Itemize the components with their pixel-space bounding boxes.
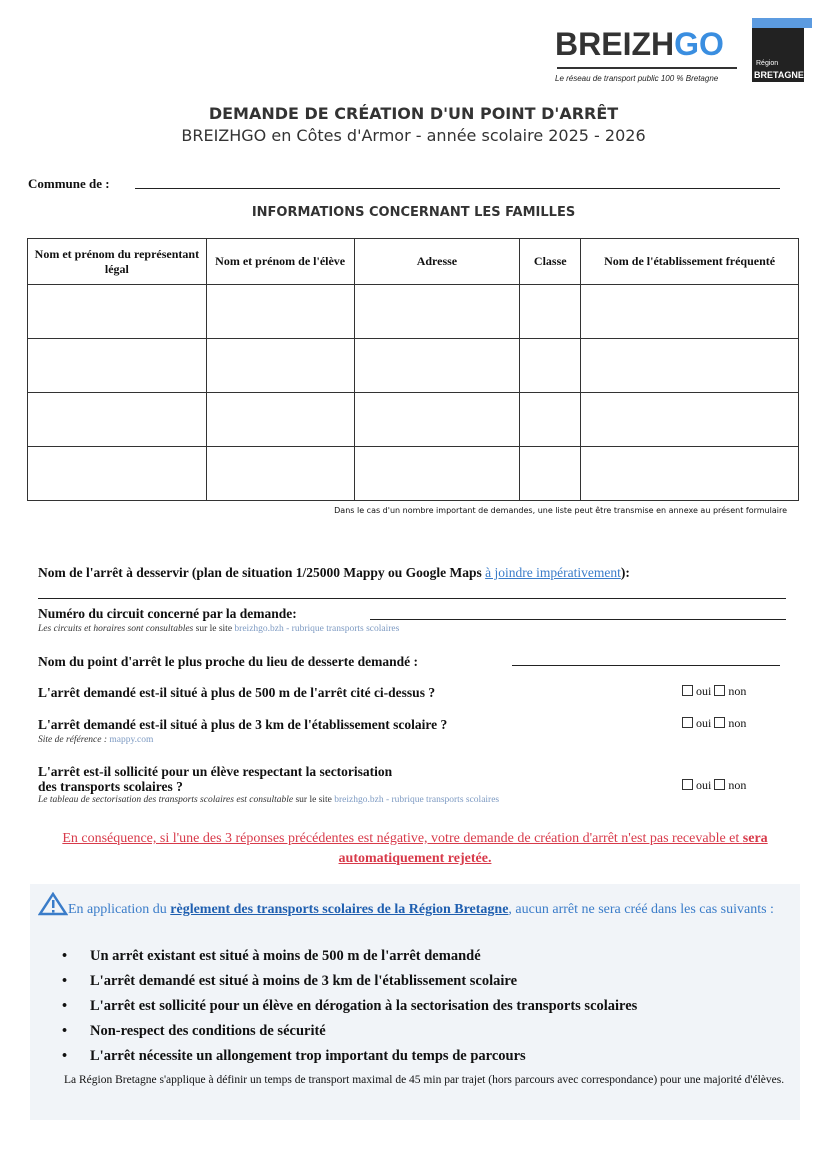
- page-subtitle: BREIZHGO en Côtes d'Armor - année scolaire 2025 - 2026: [181, 126, 646, 145]
- breizhgo-logo: [555, 26, 724, 63]
- question-nearest-stop: Nom du point d'arrêt le plus proche du lieu de desserte demandé :: [38, 654, 419, 669]
- max-travel-time-note: La Région Bretagne s'applique à définir un temps de transport maximal de 45 min par trajet (hors parcours avec correspondance) pour une majorité d'élèves.: [64, 1074, 785, 1086]
- help-text: Site de référence :: [38, 735, 110, 745]
- sectorisation-help: [38, 795, 499, 805]
- list-item: • Un arrêt existant est situé à moins de 500 m de l'arrêt demandé: [62, 948, 481, 964]
- warning-text: En conséquence, si l'une des 3 réponses précédentes est négative, votre demande de création d'arrêt n'est pas recevable et: [62, 831, 743, 846]
- help-text: Les circuits et horaires sont consultables: [38, 624, 194, 634]
- region-bretagne-logo: [752, 22, 804, 82]
- help-text: sur le site: [193, 624, 235, 634]
- question-text: des transports scolaires ?: [38, 779, 183, 794]
- table-cell[interactable]: [206, 393, 354, 447]
- logo-tagline: Le réseau de transport public 100 % Bretagne: [555, 74, 719, 83]
- logo-underline: [557, 67, 737, 69]
- yes-no-sectorisation: [682, 778, 746, 793]
- list-item-text: L'arrêt demandé est situé à moins de 3 km de l'établissement scolaire: [90, 973, 518, 989]
- question-stop-name: [38, 565, 630, 581]
- non-label: non: [728, 716, 747, 730]
- table-header-row: [28, 239, 799, 285]
- breizhgo-link[interactable]: breizhgo.bzh - rubrique transports scolaires: [234, 624, 400, 634]
- table-cell[interactable]: [28, 393, 207, 447]
- breizhgo-link[interactable]: breizhgo.bzh - rubrique transports scolaires: [334, 795, 500, 805]
- intro-text-end: , aucun arrêt ne sera créé dans les cas suivants :: [508, 902, 774, 917]
- question-text: L'arrêt est-il sollicité pour un élève respectant la sectorisation: [38, 764, 393, 779]
- region-logo-small: Région: [756, 60, 779, 67]
- table-cell[interactable]: [581, 285, 799, 339]
- regulation-link[interactable]: règlement des transports scolaires de la Région Bretagne: [170, 902, 509, 917]
- list-item-text: Un arrêt existant est situé à moins de 500 m de l'arrêt demandé: [90, 948, 481, 964]
- non-label: non: [728, 684, 747, 698]
- list-item-text: L'arrêt est sollicité pour un élève en dérogation à la sectorisation des transports scolaires: [90, 998, 638, 1014]
- oui-label: oui: [696, 684, 712, 698]
- circuit-help: [38, 624, 399, 634]
- checkbox-non[interactable]: [714, 717, 725, 728]
- col-header: Adresse: [354, 239, 520, 285]
- table-row: [28, 285, 799, 339]
- table-cell[interactable]: [581, 393, 799, 447]
- table-row: [28, 393, 799, 447]
- list-item: • L'arrêt est sollicité pour un élève en dérogation à la sectorisation des transports scolaires: [62, 998, 638, 1014]
- table-note: Dans le cas d'un nombre important de demandes, une liste peut être transmise en annexe au présent formulaire: [334, 506, 787, 515]
- warning-bold: sera automatiquement rejetée.: [338, 831, 768, 866]
- page-title: DEMANDE DE CRÉATION D'UN POINT D'ARRÊT: [208, 104, 619, 123]
- oui-label: oui: [696, 778, 712, 792]
- mappy-link[interactable]: mappy.com: [109, 735, 154, 745]
- question-sectorisation: [38, 764, 392, 794]
- circuit-field[interactable]: [370, 619, 786, 620]
- commune-field[interactable]: [135, 188, 780, 189]
- list-item: • Non-respect des conditions de sécurité: [62, 1023, 326, 1039]
- table-cell[interactable]: [520, 285, 581, 339]
- attach-link[interactable]: à joindre impérativement: [485, 565, 621, 580]
- checkbox-non[interactable]: [714, 685, 725, 696]
- flag-icon: [752, 18, 812, 28]
- col-header: Classe: [520, 239, 581, 285]
- table-cell[interactable]: [28, 447, 207, 501]
- reference-site: [38, 735, 153, 745]
- question-text-end: ):: [620, 565, 630, 580]
- families-table: [27, 238, 799, 501]
- question-circuit: Numéro du circuit concerné par la demande:: [38, 606, 297, 621]
- list-item: • L'arrêt nécessite un allongement trop important du temps de parcours: [62, 1048, 526, 1064]
- table-cell[interactable]: [581, 339, 799, 393]
- oui-label: oui: [696, 716, 712, 730]
- checkbox-oui[interactable]: [682, 779, 693, 790]
- table-cell[interactable]: [354, 393, 520, 447]
- list-item-text: L'arrêt nécessite un allongement trop important du temps de parcours: [90, 1048, 526, 1064]
- non-label: non: [728, 778, 747, 792]
- table-row: [28, 339, 799, 393]
- yes-no-500m: [682, 684, 746, 699]
- table-cell[interactable]: [354, 447, 520, 501]
- help-text: Le tableau de sectorisation des transports scolaires est consultable: [38, 795, 294, 805]
- list-item: • L'arrêt demandé est situé à moins de 3 km de l'établissement scolaire: [62, 973, 518, 989]
- rejection-cases-list: [62, 948, 637, 1073]
- table-cell[interactable]: [581, 447, 799, 501]
- help-text: sur le site: [293, 795, 335, 805]
- col-header: Nom et prénom du représentant légal: [28, 239, 207, 285]
- intro-text: En application du: [68, 902, 171, 917]
- question-500m: L'arrêt demandé est-il situé à plus de 500 m de l'arrêt cité ci-dessus ?: [38, 685, 436, 700]
- logo-go: GO: [674, 26, 724, 62]
- families-heading: INFORMATIONS CONCERNANT LES FAMILLES: [251, 205, 576, 220]
- col-header: Nom et prénom de l'élève: [206, 239, 354, 285]
- table-cell[interactable]: [206, 285, 354, 339]
- question-3km: L'arrêt demandé est-il situé à plus de 3 km de l'établissement scolaire ?: [38, 717, 448, 732]
- table-row: [28, 447, 799, 501]
- rejection-warning: [40, 829, 790, 869]
- col-header: Nom de l'établissement fréquenté: [581, 239, 799, 285]
- table-cell[interactable]: [354, 285, 520, 339]
- stop-name-field[interactable]: [38, 598, 786, 599]
- question-text: Nom de l'arrêt à desservir (plan de situation 1/25000 Mappy ou Google Maps: [38, 565, 486, 580]
- table-cell[interactable]: [520, 447, 581, 501]
- warning-icon: [38, 892, 68, 916]
- table-cell[interactable]: [28, 339, 207, 393]
- yes-no-3km: [682, 716, 746, 731]
- table-cell[interactable]: [206, 339, 354, 393]
- table-cell[interactable]: [520, 339, 581, 393]
- region-logo-big: BRETAGNE: [754, 70, 804, 80]
- logo-main: BREIZH: [555, 26, 675, 62]
- checkbox-oui[interactable]: [682, 685, 693, 696]
- table-cell[interactable]: [520, 393, 581, 447]
- rules-intro: [38, 892, 798, 919]
- table-cell[interactable]: [206, 447, 354, 501]
- checkbox-non[interactable]: [714, 779, 725, 790]
- nearest-stop-field[interactable]: [512, 665, 780, 666]
- table-cell[interactable]: [28, 285, 207, 339]
- checkbox-oui[interactable]: [682, 717, 693, 728]
- table-cell[interactable]: [354, 339, 520, 393]
- list-item-text: Non-respect des conditions de sécurité: [90, 1023, 326, 1039]
- commune-label: Commune de :: [28, 176, 110, 191]
